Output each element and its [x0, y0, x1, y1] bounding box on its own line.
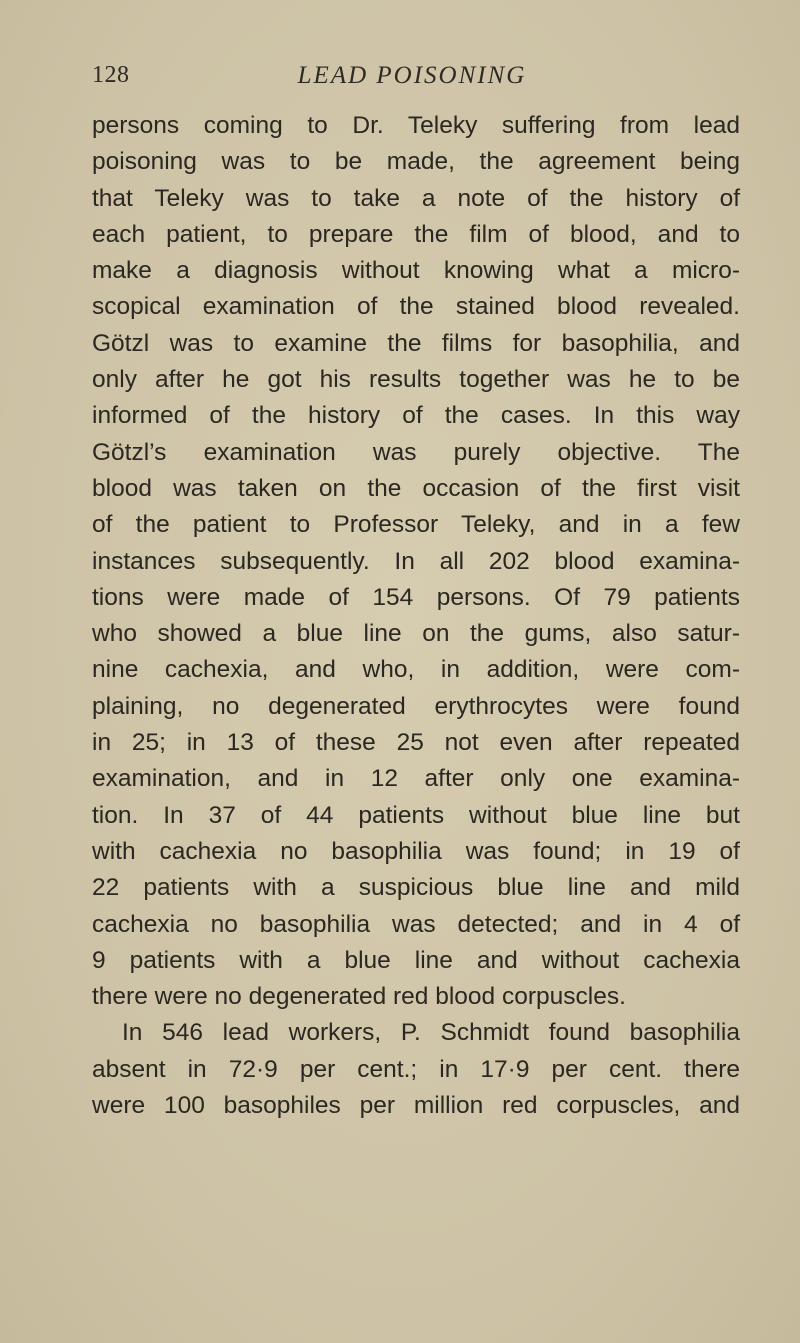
text-line: with cachexia no basophilia was found; in 19 of: [92, 837, 740, 865]
text-line: poisoning was to be made, the agreement being: [92, 148, 740, 176]
text-line: were 100 basophiles per million red corpuscles, and: [92, 1092, 740, 1120]
text-line: who showed a blue line on the gums, also satur-: [92, 620, 740, 648]
text-line: Götzl was to examine the films for basophilia, and: [92, 329, 740, 357]
text-line: persons coming to Dr. Teleky suffering from lead: [92, 112, 740, 139]
text-line: absent in 72·9 per cent.; in 17·9 per cent. there: [92, 1055, 740, 1083]
text-line: examination, and in 12 after only one examina-: [92, 765, 740, 793]
text-line: that Teleky was to take a note of the history of: [92, 184, 740, 212]
body-text: [92, 108, 740, 1124]
text-line: nine cachexia, and who, in addition, were com-: [92, 656, 740, 684]
text-line: make a diagnosis without knowing what a micro-: [92, 257, 740, 285]
text-line: only after he got his results together was he to be: [92, 366, 740, 394]
text-line: plaining, no degenerated erythrocytes were found: [92, 692, 740, 720]
text-line: scopical examination of the stained blood revealed.: [92, 293, 740, 321]
text-line: instances subsequently. In all 202 blood examina-: [92, 547, 740, 575]
text-line: cachexia no basophilia was detected; and in 4 of: [92, 910, 740, 938]
running-head: [92, 62, 732, 102]
text-line: Götzl’s examination was purely objective. The: [92, 438, 740, 466]
text-line: 22 patients with a suspicious blue line and mild: [92, 874, 740, 902]
paragraph-start-line: In 546 lead workers, P. Schmidt found basophilia: [122, 1019, 740, 1047]
page-number: 128: [92, 62, 130, 88]
text-line: of the patient to Professor Teleky, and in a few: [92, 511, 740, 539]
text-line: in 25; in 13 of these 25 not even after repeated: [92, 729, 740, 757]
text-line: there were no degenerated red blood corpuscles.: [92, 983, 626, 1011]
text-line: informed of the history of the cases. In this way: [92, 402, 740, 430]
text-line: each patient, to prepare the film of blood, and to: [92, 220, 740, 248]
text-line: 9 patients with a blue line and without cachexia: [92, 946, 740, 974]
running-title: LEAD POISONING: [297, 62, 527, 89]
text-line: tion. In 37 of 44 patients without blue line but: [92, 801, 740, 829]
text-line: blood was taken on the occasion of the first visit: [92, 474, 740, 502]
text-line: tions were made of 154 persons. Of 79 patients: [92, 583, 740, 611]
